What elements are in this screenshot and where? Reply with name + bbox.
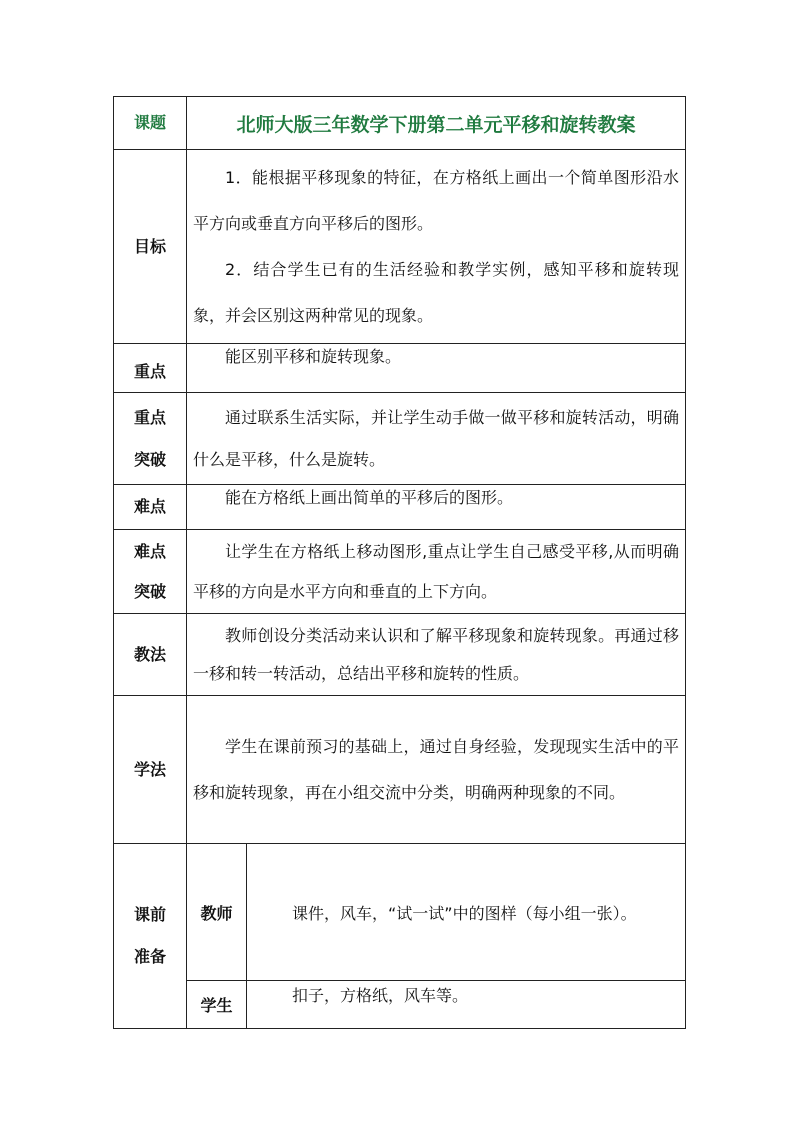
preparation-label-line2: 准备	[133, 947, 166, 966]
topic-label: 课题	[114, 97, 187, 150]
difficulty-text: 能在方格纸上画出简单的平移后的图形。	[225, 488, 514, 507]
teaching-method-text: 教师创设分类活动来认识和了解平移现象和旋转现象。再通过移一移和转一转活动，总结出平移和旋转的性质。	[193, 625, 680, 683]
key-breakthrough-row	[114, 393, 686, 485]
topic-row	[114, 97, 686, 150]
preparation-teacher-row	[114, 844, 686, 981]
difficulty-breakthrough-label-line1: 难点	[133, 541, 166, 561]
difficulty-breakthrough-row	[114, 530, 686, 614]
difficulty-breakthrough-label	[114, 530, 187, 614]
difficulty-row	[114, 485, 686, 530]
key-breakthrough-label-line1: 重点	[133, 407, 166, 427]
key-point-content	[187, 344, 686, 393]
learning-method-label: 学法	[114, 696, 187, 844]
goals-content	[187, 150, 686, 344]
key-breakthrough-content	[187, 393, 686, 485]
key-point-label: 重点	[114, 344, 187, 393]
difficulty-breakthrough-content	[187, 530, 686, 614]
key-breakthrough-label-line2: 突破	[133, 449, 166, 469]
preparation-student-row	[114, 981, 686, 1029]
difficulty-label: 难点	[114, 485, 187, 530]
learning-method-text: 学生在课前预习的基础上，通过自身经验，发现现实生活中的平移和旋转现象，再在小组交流中分类，明确两种现象的不同。	[193, 736, 680, 802]
teaching-method-row	[114, 614, 686, 696]
preparation-label-line1: 课前	[133, 905, 166, 924]
learning-method-content	[187, 696, 686, 844]
teaching-method-content	[187, 614, 686, 696]
goals-row	[114, 150, 686, 344]
lesson-plan-table	[113, 96, 686, 1029]
teaching-method-label: 教法	[114, 614, 187, 696]
preparation-label	[114, 844, 187, 1029]
difficulty-breakthrough-label-line2: 突破	[133, 581, 166, 601]
key-breakthrough-text: 通过联系生活实际，并让学生动手做一做平移和旋转活动，明确什么是平移，什么是旋转。	[193, 407, 680, 469]
key-breakthrough-label	[114, 393, 187, 485]
goal-item-1: 1．能根据平移现象的特征，在方格纸上画出一个简单图形沿水平方向或垂直方向平移后的图形。	[193, 167, 680, 233]
learning-method-row	[114, 696, 686, 844]
goals-label: 目标	[114, 150, 187, 344]
difficulty-content	[187, 485, 686, 530]
difficulty-breakthrough-text: 让学生在方格纸上移动图形,重点让学生自己感受平移,从而明确平移的方向是水平方向和垂直的上下方向。	[193, 541, 680, 601]
key-point-row	[114, 344, 686, 393]
student-label: 学生	[187, 981, 247, 1029]
lesson-title: 北师大版三年数学下册第二单元平移和旋转教案	[187, 97, 686, 150]
teacher-materials: 课件，风车，“试一试”中的图样（每小组一张）。	[247, 844, 686, 981]
key-point-text: 能区别平移和旋转现象。	[225, 347, 402, 366]
teacher-label: 教师	[187, 844, 247, 981]
goal-item-2: 2．结合学生已有的生活经验和教学实例，感知平移和旋转现象，并会区别这两种常见的现象。	[193, 259, 680, 325]
student-materials: 扣子，方格纸，风车等。	[247, 981, 686, 1029]
